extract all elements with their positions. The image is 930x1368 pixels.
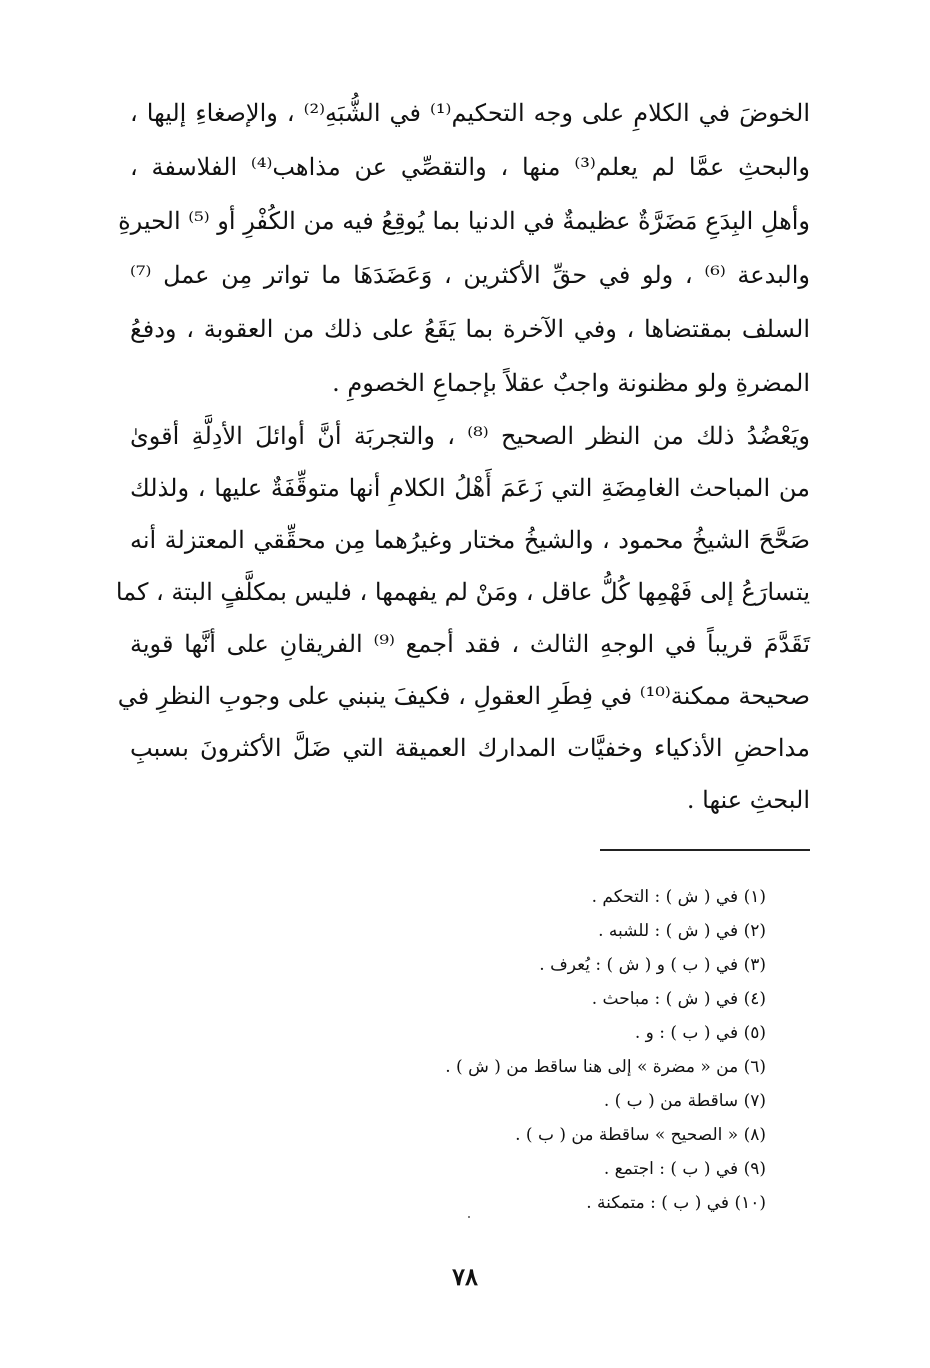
text-line: والبدعة ⁽⁶⁾ ، ولو في حقِّ الأكثرين ، وَعَضَدَهَا ما تواتر مِن عمل ⁽⁷⁾: [130, 261, 810, 289]
footnote-item: (٩) في ( ب ) : اجتمع .: [603, 1159, 766, 1179]
footnote-item: (٦) من « مضرة » إلى هنا ساقط من ( ش ) .: [445, 1057, 766, 1077]
scan-speck: [468, 1216, 470, 1218]
text-line: صَحَّحَ الشيخُ محمود ، والشيخُ مختار وغيرُهما مِن محقِّقي المعتزلة أنه: [130, 526, 810, 554]
paragraph-1: [118, 86, 811, 410]
footnote-item: (١) في ( ش ) : التحكم .: [591, 887, 766, 907]
footnote-item: (٤) في ( ش ) : مباحث .: [591, 989, 766, 1009]
text-line: تَقَدَّمَ قريباً في الوجهِ الثالث ، فقد أجمع ⁽⁹⁾ الفريقانِ على أنَّها قوية: [130, 630, 810, 658]
footnote-item: (٥) في ( ب ) : و .: [634, 1023, 766, 1043]
text-line: السلف بمقتضاها ، وفي الآخرة بما يَقَعُ على ذلك من العقوبة ، ودفعُ: [130, 315, 810, 343]
page-number: ٧٨: [452, 1262, 478, 1291]
footnote-item: (٨) « الصحيح » ساقطة من ( ب ) .: [515, 1125, 766, 1145]
footnote-item: (١٠) في ( ب ) : متمكنة .: [586, 1193, 766, 1213]
text-line: الخوضَ في الكلامِ على وجه التحكيم⁽¹⁾ في الشُّبَهِ⁽²⁾ ، والإصغاءِ إليها ،: [130, 99, 810, 127]
text-line: والبحثِ عمَّا لم يعلم⁽³⁾ منها ، والتقصِّي عن مذاهب⁽⁴⁾ الفلاسفة ،: [130, 153, 811, 181]
text-line: البحثِ عنها .: [686, 786, 810, 814]
text-line: وأهلِ البِدَعِ مَضَرَّةٌ عظيمةٌ في الدنيا بما يُوقِعُ فيه من الكُفْرِ أو ⁽⁵⁾ الحيرةِ: [118, 207, 810, 235]
paragraph-2: [115, 410, 810, 826]
text-line: يتسارَعُ إلى فَهْمِها كُلُّ عاقل ، ومَنْ لم يفهمها ، فليس بمكلَّفٍ البتة ، كما: [115, 578, 810, 606]
text-line: من المباحث الغامِضَةِ التي زَعَمَ أَهْلُ الكلامِ أنها متوقِّفَةٌ عليها ، ولذلك: [130, 474, 810, 502]
footnote-item: (٣) في ( ب ) و ( ش ) : يُعرف .: [539, 955, 766, 975]
footnote-divider: [600, 849, 810, 851]
footnote-item: (٧) ساقطة من ( ب ) .: [603, 1091, 766, 1111]
text-line: ويَعْضُدُ ذلك من النظر الصحيح ⁽⁸⁾ ، والتجربَة أنَّ أوائلَ الأدِلَّةِ أقوىٰ: [130, 422, 810, 450]
text-line: المضرةِ ولو مظنونة واجبٌ عقلاً بإجماعِ الخصومِ .: [332, 369, 810, 397]
text-line: صحيحة ممكنة⁽¹⁰⁾ في فِطَرِ العقولِ ، فكيفَ ينبني على وجوبِ النظرِ في: [117, 682, 810, 710]
footnotes: [300, 880, 766, 1220]
text-line: مداحضِ الأذكياء وخفيَّات المدارك العميقة التي ضَلَّ الأكثرونَ بسببِ: [130, 734, 810, 762]
footnote-item: (٢) في ( ش ) : للشبه .: [598, 921, 766, 941]
